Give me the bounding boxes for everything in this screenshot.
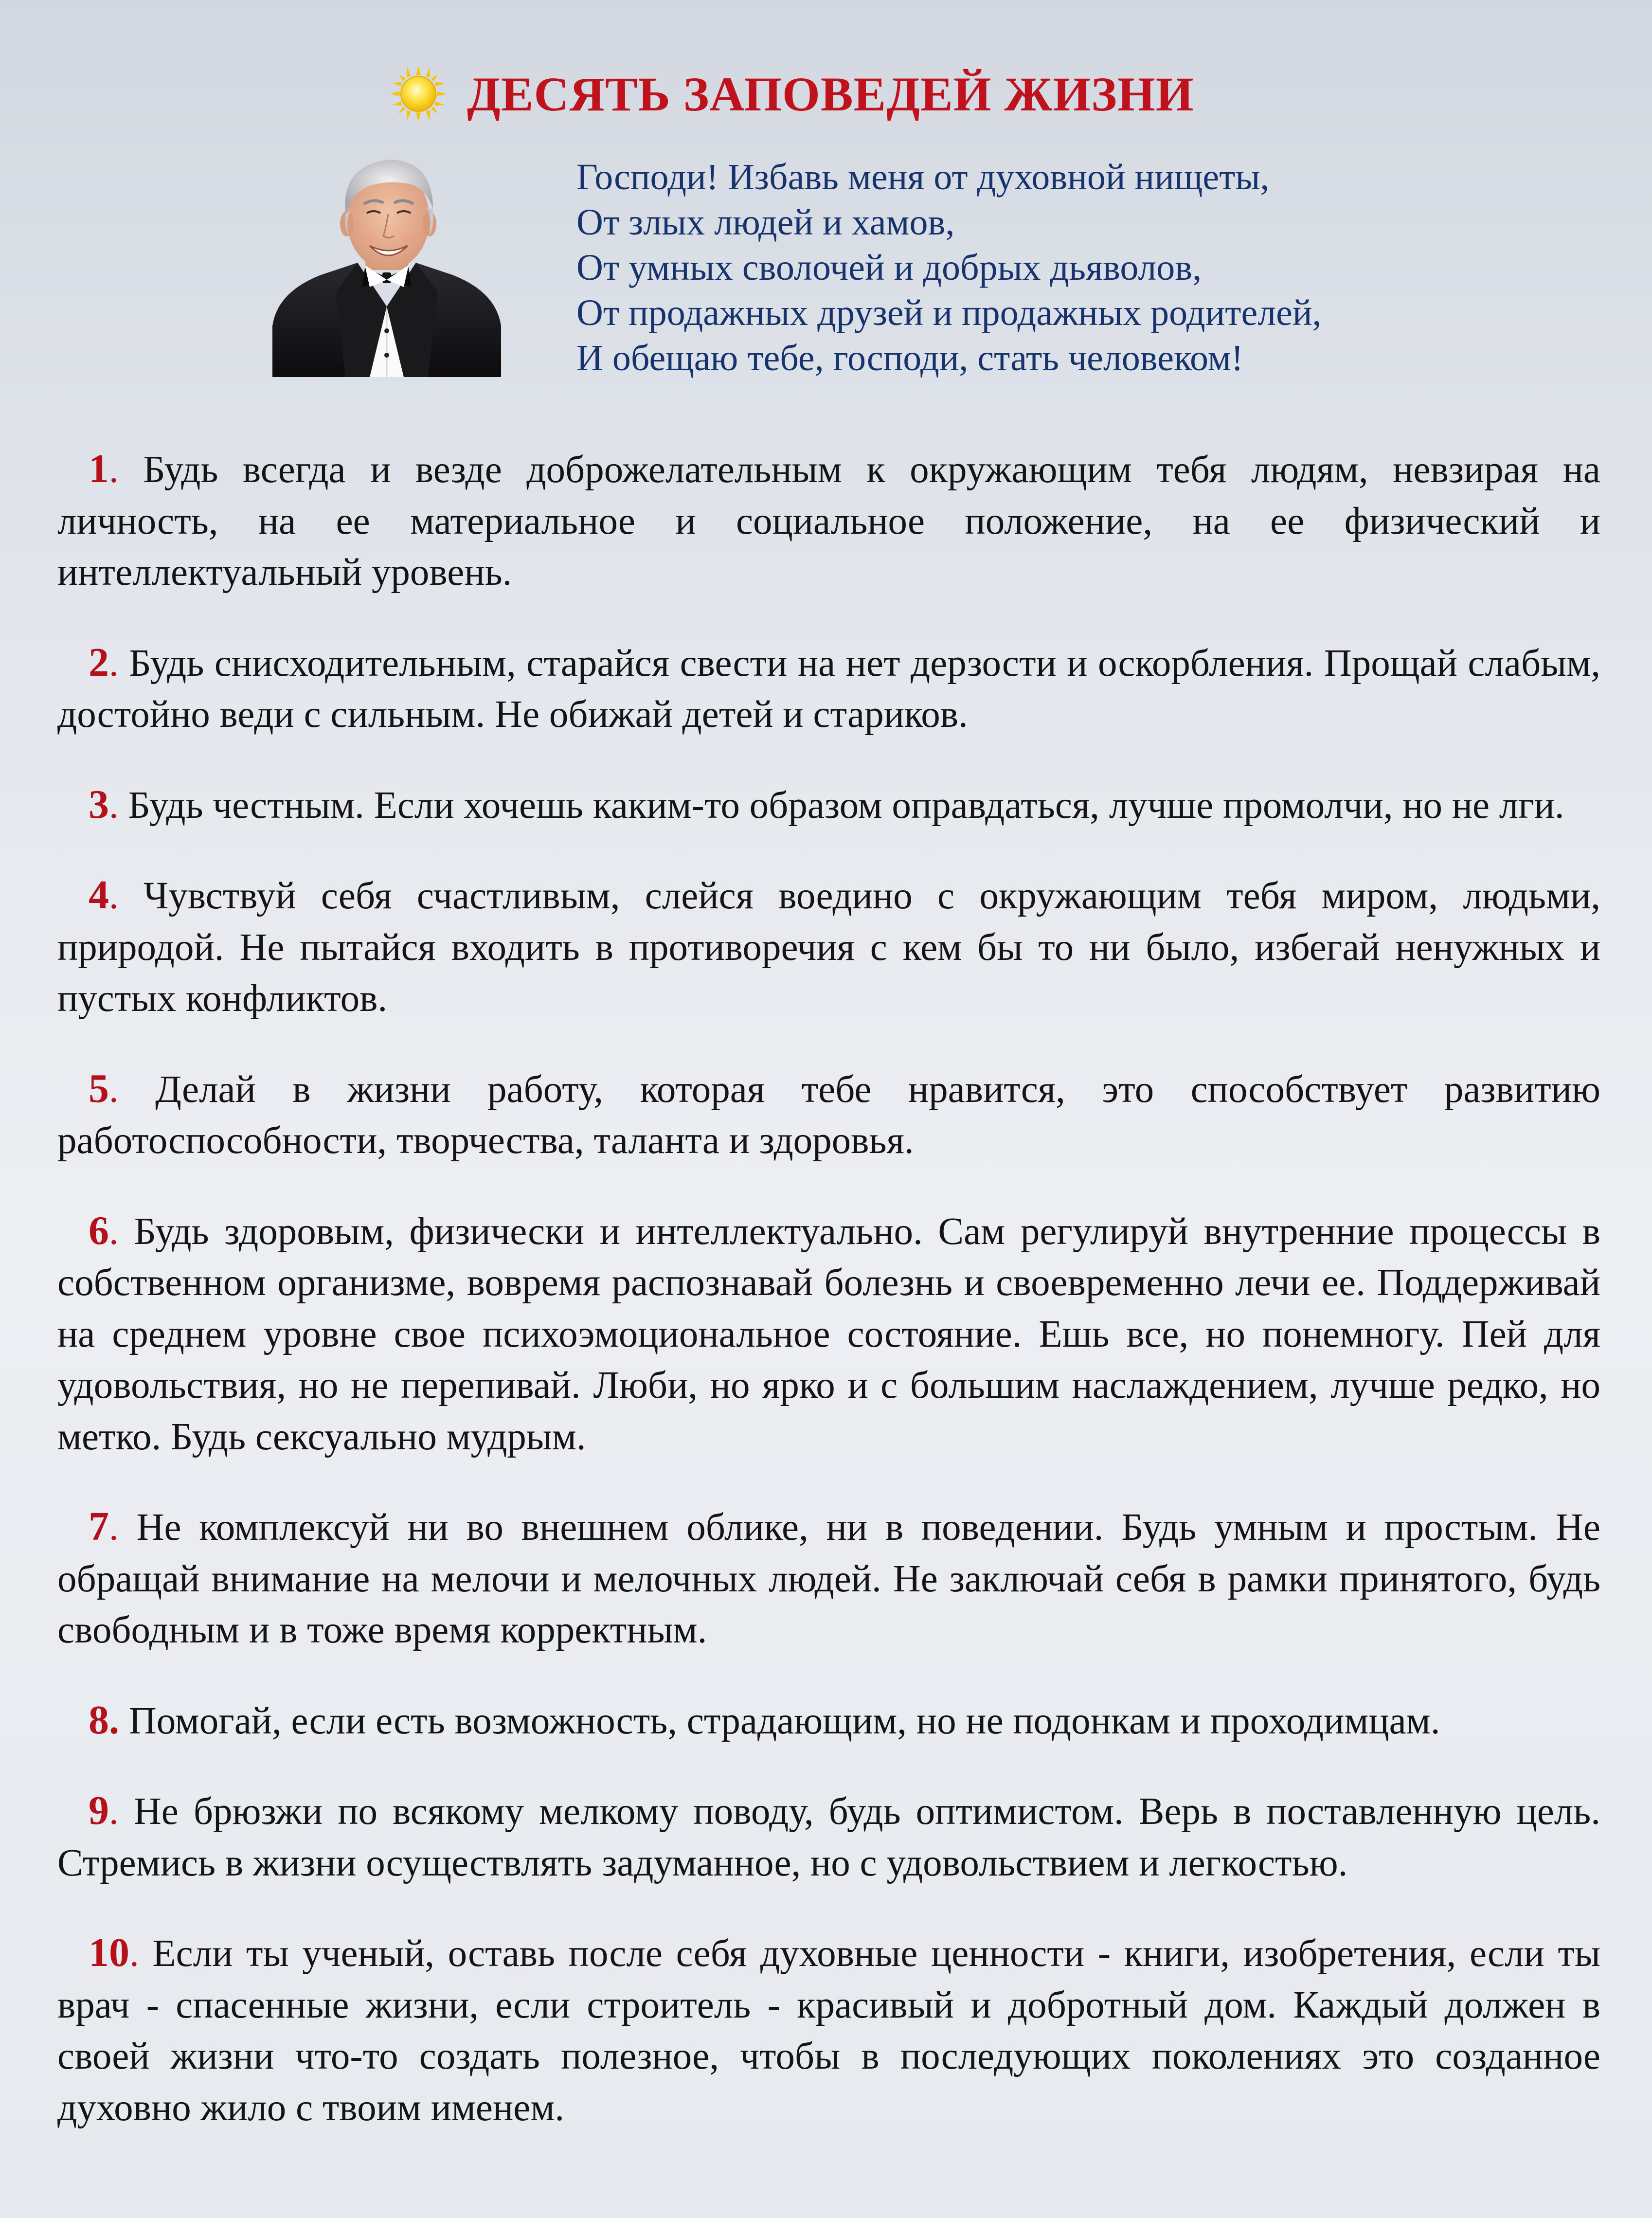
commandment-dot: .	[109, 1210, 119, 1253]
commandment-8	[57, 1695, 1600, 1747]
commandment-text: Если ты ученый, оставь после себя духовные ценности - книги, изобретения, если ты врач - спасенные жизни, если строитель - красивый и добротный дом. Каждый должен в своей жизни что-то создать полезное, чтобы в последующих поколениях это созданное духовно жило с твоим именем.	[57, 1932, 1600, 2129]
commandment-text: Будь честным. Если хочешь каким-то образом оправдаться, лучше промолчи, но не лги.	[118, 784, 1564, 827]
prayer-line: Господи! Избавь меня от духовной нищеты,	[576, 157, 1270, 198]
title-row	[389, 57, 1194, 130]
portrait-photo	[272, 146, 501, 377]
commandment-5	[57, 1063, 1600, 1167]
prayer-line: И обещаю тебе, господи, стать человеком!	[576, 338, 1243, 379]
commandment-4	[57, 869, 1600, 1025]
commandment-number: 6	[89, 1208, 109, 1253]
commandment-text: Не комплексуй ни во внешнем облике, ни в поведении. Будь умным и простым. Не обращай внимание на мелочи и мелочных людей. Не заключай себя в рамки принятого, будь свободным и в тоже время корректным.	[57, 1506, 1600, 1651]
commandments-list	[57, 405, 1600, 2156]
commandment-dot: .	[109, 1068, 119, 1111]
commandment-6	[57, 1205, 1600, 1463]
commandment-text: Будь всегда и везде доброжелательным к окружающим тебя людям, невзирая на личность, на ее материальное и социальное положение, на ее физический и интеллектуальный уровень.	[57, 449, 1600, 594]
commandment-text: Чувствуй себя счастливым, слейся воедино с окружающим тебя миром, людьми, природой. Не пытайся входить в противоречия с кем бы то ни было, избегай ненужных и пустых конфликтов.	[57, 875, 1600, 1020]
commandment-7	[57, 1501, 1600, 1656]
commandment-1	[57, 443, 1600, 598]
commandment-text: Делай в жизни работу, которая тебе нравится, это способствует развитию работоспособности, творчества, таланта и здоровья.	[57, 1068, 1600, 1162]
commandment-number: 4	[89, 872, 109, 918]
commandment-number: 8.	[89, 1697, 119, 1743]
commandment-dot: .	[109, 784, 119, 827]
prayer-block	[576, 155, 1598, 381]
commandment-number: 7	[89, 1504, 109, 1549]
prayer-line: От продажных друзей и продажных родителей,	[576, 292, 1322, 333]
commandment-number: 3	[89, 781, 109, 827]
commandment-dot: .	[129, 1932, 139, 1975]
commandment-2	[57, 637, 1600, 740]
commandment-number: 9	[89, 1788, 109, 1833]
page-title: ДЕСЯТЬ ЗАПОВЕДЕЙ ЖИЗНИ	[467, 67, 1194, 121]
commandment-10	[57, 1927, 1600, 2133]
commandment-text: Будь снисходительным, старайся свести на нет дерзости и оскорбления. Прощай слабым, достойно веди с сильным. Не обижай детей и стариков.	[57, 642, 1600, 736]
prayer-line: От умных сволочей и добрых дьяволов,	[576, 247, 1202, 288]
commandment-number: 5	[89, 1065, 109, 1111]
commandment-dot: .	[109, 642, 119, 685]
commandment-dot: .	[109, 1506, 119, 1549]
commandment-text: Не брюзжи по всякому мелкому поводу, будь оптимистом. Верь в поставленную цель. Стремись в жизни осуществлять задуманное, но с удовольствием и легкостью.	[57, 1790, 1600, 1884]
prayer-line: От злых людей и хамов,	[576, 202, 955, 243]
commandment-dot: .	[109, 875, 119, 917]
commandment-dot: .	[109, 1790, 119, 1833]
commandment-text: Помогай, если есть возможность, страдающим, но не подонкам и проходимцам.	[119, 1699, 1440, 1742]
sun-icon	[389, 65, 448, 123]
commandment-dot: .	[109, 449, 119, 491]
commandment-number: 10	[89, 1930, 129, 1975]
commandment-3	[57, 779, 1600, 831]
commandment-number: 2	[89, 639, 109, 685]
commandment-text: Будь здоровым, физически и интеллектуально. Сам регулируй внутренние процессы в собственном организме, вовремя распознавай болезнь и своевременно лечи ее. Поддерживай на среднем уровне свое психоэмоциональное состояние. Ешь все, но понемногу. Пей для удовольствия, но не перепивай. Люби, но ярко и с большим наслаждением, лучше редко, но метко. Будь сексуально мудрым.	[57, 1210, 1600, 1458]
commandment-9	[57, 1785, 1600, 1889]
commandment-number: 1	[89, 446, 109, 491]
